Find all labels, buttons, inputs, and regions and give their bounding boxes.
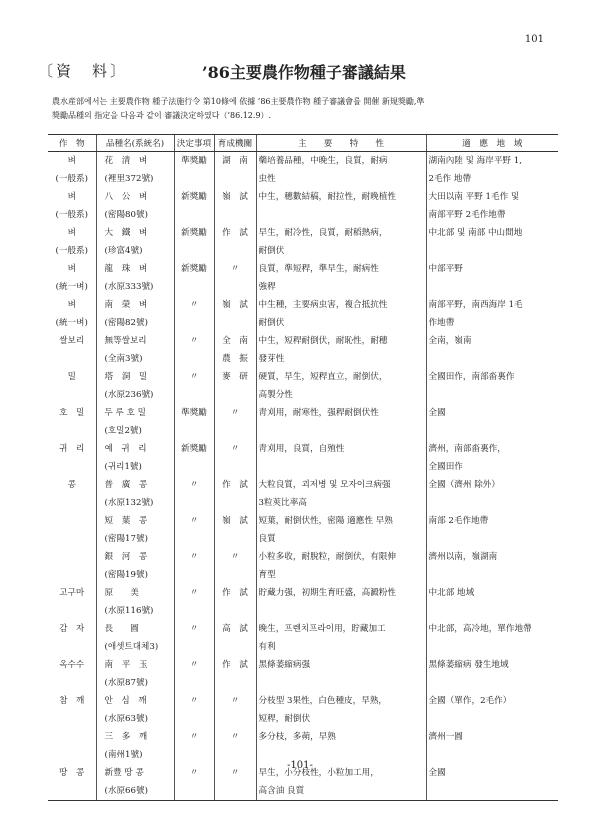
table-row — [48, 512, 558, 530]
decision-cell — [174, 422, 214, 440]
decision-cell — [174, 638, 214, 656]
header-decision: 決定事項 — [174, 135, 214, 152]
characteristics-cell: 晚生，프렌치프라이用，貯藏加工 — [256, 620, 426, 638]
institution-cell: 麥 研 — [214, 368, 256, 386]
characteristics-cell — [256, 674, 426, 692]
decision-cell: 〃 — [174, 512, 214, 530]
variety-cell: 銀 河 콩 — [96, 548, 174, 566]
table-row — [48, 260, 558, 278]
institution-cell — [214, 494, 256, 512]
characteristics-cell: 良質，準短稈，準早生，耐病性 — [256, 260, 426, 278]
variety-cell: (密陽19號) — [96, 566, 174, 584]
variety-cell: 八 公 벼 — [96, 188, 174, 206]
institution-cell — [214, 242, 256, 260]
crop-cell: 감 자 — [59, 624, 85, 634]
page-number: 101 — [524, 34, 544, 45]
variety-cell: 新豊 땅 콩 — [96, 764, 174, 782]
crop-cell — [48, 512, 96, 530]
table-row — [48, 152, 558, 171]
institution-cell — [214, 638, 256, 656]
institution-cell — [214, 674, 256, 692]
institution-cell — [214, 602, 256, 620]
region-cell: 濟州，南部畓裏作， — [426, 440, 558, 458]
institution-cell: 高 試 — [214, 620, 256, 638]
crop-cell — [48, 566, 96, 584]
variety-cell: 長 圓 — [96, 620, 174, 638]
variety-cell: (水原66號) — [96, 782, 174, 801]
region-cell: 中北部 地域 — [426, 584, 558, 602]
decision-cell — [174, 674, 214, 692]
region-cell: 南部平野，南西海岸 1毛 — [426, 296, 558, 314]
table-row — [48, 458, 558, 476]
variety-cell: (水原116號) — [96, 602, 174, 620]
institution-cell: 作 試 — [214, 584, 256, 602]
decision-cell: 新獎勵 — [174, 224, 214, 242]
characteristics-cell — [256, 206, 426, 224]
header-crop: 作 物 — [48, 135, 96, 152]
table-row — [48, 224, 558, 242]
characteristics-cell: 耐倒伏 — [256, 314, 426, 332]
decision-cell: 〃 — [174, 692, 214, 710]
crop-cell — [48, 638, 96, 656]
table-row — [48, 296, 558, 314]
characteristics-cell — [256, 602, 426, 620]
crop-cell — [48, 458, 96, 476]
institution-cell — [214, 206, 256, 224]
institution-cell: 農 振 — [214, 350, 256, 368]
characteristics-cell: 中生，短稈耐倒伏，耐恥性，耐穗 — [256, 332, 426, 350]
decision-cell: 準獎勵 — [174, 152, 214, 171]
decision-cell — [174, 278, 214, 296]
header-characteristics: 主 要 特 性 — [256, 135, 426, 152]
institution-cell: 〃 — [214, 692, 256, 710]
crop-cell: 콩 — [67, 480, 76, 490]
crop-cell — [48, 530, 96, 548]
crop-cell — [48, 350, 96, 368]
table-row — [48, 530, 558, 548]
region-cell: 全國（濟州 除外） — [426, 476, 558, 494]
table-header-row — [48, 135, 558, 152]
variety-cell: 原 美 — [96, 584, 174, 602]
variety-cell: 안 심 깨 — [96, 692, 174, 710]
table-row — [48, 656, 558, 674]
variety-cell: 南 平 玉 — [96, 656, 174, 674]
decision-cell — [174, 206, 214, 224]
institution-cell: 湖 南 — [214, 152, 256, 171]
variety-cell: 花 清 벼 — [96, 152, 174, 171]
table-row — [48, 548, 558, 566]
decision-cell — [174, 386, 214, 404]
region-cell — [426, 602, 558, 620]
crop-cell: 벼 — [67, 228, 76, 238]
variety-cell: 예 귀 리 — [96, 440, 174, 458]
crop-cell — [48, 422, 96, 440]
table-row — [48, 404, 558, 422]
intro-line: 獎勵品種의 指定을 다음과 같이 審議決定하였다（’86.12.9）. — [52, 111, 272, 120]
decision-cell — [174, 242, 214, 260]
crop-cell: (統一벼) — [55, 318, 88, 328]
crop-cell: (一般系) — [55, 246, 88, 256]
region-cell — [426, 422, 558, 440]
variety-cell: (水原87號) — [96, 674, 174, 692]
decision-cell: 新獎勵 — [174, 188, 214, 206]
institution-cell: 〃 — [214, 728, 256, 746]
variety-cell: 無等쌀보리 — [96, 332, 174, 350]
region-cell: 作地帶 — [426, 314, 558, 332]
region-cell: 全國（單作，2毛作） — [426, 692, 558, 710]
crop-cell: 벼 — [67, 192, 76, 202]
table-row — [48, 602, 558, 620]
title-row — [38, 60, 560, 84]
region-cell: 全國田作，南部畓裏作 — [426, 368, 558, 386]
region-cell — [426, 494, 558, 512]
decision-cell — [174, 710, 214, 728]
institution-cell: 作 試 — [214, 476, 256, 494]
institution-cell: 嶺 試 — [214, 296, 256, 314]
table-row — [48, 476, 558, 494]
page-footer: -101- — [287, 760, 313, 771]
variety-cell: (密陽17號) — [96, 530, 174, 548]
table-body — [48, 152, 558, 801]
decision-cell: 〃 — [174, 656, 214, 674]
decision-cell — [174, 566, 214, 584]
decision-cell: 〃 — [174, 764, 214, 782]
decision-cell — [174, 314, 214, 332]
region-cell: 黑條萎縮病 發生地域 — [426, 656, 558, 674]
characteristics-cell: 大粒良質，괴저병 및 모자이크病强 — [256, 476, 426, 494]
intro-paragraph — [52, 95, 560, 123]
variety-cell: 普 廣 콩 — [96, 476, 174, 494]
characteristics-cell: 分枝型 3果性，白色種皮，早熟， — [256, 692, 426, 710]
decision-cell: 〃 — [174, 548, 214, 566]
table-row — [48, 368, 558, 386]
characteristics-cell — [256, 422, 426, 440]
header-region: 適 應 地 域 — [426, 135, 558, 152]
region-cell — [426, 782, 558, 801]
decision-cell: 準獎勵 — [174, 404, 214, 422]
crop-cell: 벼 — [67, 264, 76, 274]
decision-cell — [174, 530, 214, 548]
variety-cell: (귀리1號) — [96, 458, 174, 476]
characteristics-cell: 短稈，耐倒伏 — [256, 710, 426, 728]
table-row — [48, 638, 558, 656]
results-table — [48, 134, 558, 801]
crop-cell: 쌀보리 — [59, 336, 85, 346]
table-row — [48, 782, 558, 801]
intro-line: 農水産部에서는 主要農作物 種子法施行令 第10條에 依據 ’86主要農作物 種子審議會를 開催 新規獎勵,準 — [52, 97, 425, 106]
variety-cell: 塔 洞 밀 — [96, 368, 174, 386]
variety-cell: (全南3號) — [96, 350, 174, 368]
characteristics-cell: 靑刈用，良質，自殖性 — [256, 440, 426, 458]
region-cell — [426, 278, 558, 296]
institution-cell: 作 試 — [214, 656, 256, 674]
characteristics-cell: 小粒多收，耐脫粒，耐倒伏，有限伸 — [256, 548, 426, 566]
crop-cell: 고구마 — [59, 588, 85, 598]
crop-cell — [48, 782, 96, 801]
variety-cell: (水原236號) — [96, 386, 174, 404]
table-row — [48, 206, 558, 224]
variety-cell: 三 多 깨 — [96, 728, 174, 746]
region-cell: 全國 — [426, 764, 558, 782]
table-row — [48, 188, 558, 206]
variety-cell: (南州1號) — [96, 746, 174, 764]
crop-cell — [48, 602, 96, 620]
characteristics-cell: 育型 — [256, 566, 426, 584]
table-row — [48, 728, 558, 746]
institution-cell — [214, 710, 256, 728]
region-cell — [426, 710, 558, 728]
region-cell — [426, 674, 558, 692]
variety-cell: (珍富4號) — [96, 242, 174, 260]
table-row — [48, 242, 558, 260]
region-cell: 濟州以南，嶺湖南 — [426, 548, 558, 566]
table-row — [48, 386, 558, 404]
institution-cell: 全 南 — [214, 332, 256, 350]
crop-cell: 벼 — [67, 300, 76, 310]
characteristics-cell: 高製分性 — [256, 386, 426, 404]
crop-cell — [48, 728, 96, 746]
decision-cell — [174, 602, 214, 620]
variety-cell: 龍 珠 벼 — [96, 260, 174, 278]
institution-cell: 〃 — [214, 440, 256, 458]
characteristics-cell: 高含油 良質 — [256, 782, 426, 801]
characteristics-cell: 硬質，早生，短稈直立，耐倒伏， — [256, 368, 426, 386]
decision-cell: 〃 — [174, 332, 214, 350]
variety-cell: 두 루 호 밀 — [96, 404, 174, 422]
institution-cell: 〃 — [214, 404, 256, 422]
characteristics-cell: 早生，耐冷性，良質，耐稻熱病， — [256, 224, 426, 242]
decision-cell: 〃 — [174, 476, 214, 494]
crop-cell: 참 깨 — [59, 696, 85, 706]
characteristics-cell: 中生種，主要病虫害，複合抵抗性 — [256, 296, 426, 314]
region-cell: 中北部，高冷地，單作地帶 — [426, 620, 558, 638]
decision-cell — [174, 170, 214, 188]
institution-cell — [214, 386, 256, 404]
institution-cell: 〃 — [214, 764, 256, 782]
header-institution: 育成機關 — [214, 135, 256, 152]
region-cell: 大田以南 平野 1毛作 및 — [426, 188, 558, 206]
table-row — [48, 422, 558, 440]
region-cell: 南部 2毛作地帶 — [426, 512, 558, 530]
crop-cell: 땅 콩 — [59, 768, 85, 778]
institution-cell — [214, 530, 256, 548]
table-row — [48, 566, 558, 584]
region-cell: 全南，嶺南 — [426, 332, 558, 350]
characteristics-cell: 藥培養品種，中晚生，良質，耐病 — [256, 152, 426, 171]
crop-cell: (一般系) — [55, 210, 88, 220]
decision-cell: 〃 — [174, 620, 214, 638]
table-row — [48, 620, 558, 638]
table-row — [48, 674, 558, 692]
region-cell — [426, 638, 558, 656]
variety-cell: (水原132號) — [96, 494, 174, 512]
table-row — [48, 440, 558, 458]
institution-cell — [214, 314, 256, 332]
decision-cell: 〃 — [174, 368, 214, 386]
region-cell: 南部平野 2毛作地帶 — [426, 206, 558, 224]
variety-cell: 大 鐵 벼 — [96, 224, 174, 242]
crop-cell: 호 밀 — [59, 408, 85, 418]
characteristics-cell: 虫性 — [256, 170, 426, 188]
characteristics-cell: 早生，小分枝性，小粒加工用， — [256, 764, 426, 782]
table-row — [48, 710, 558, 728]
section-label: 〔資 料〕 — [38, 62, 129, 80]
table-row — [48, 494, 558, 512]
table-row — [48, 314, 558, 332]
institution-cell: 嶺 試 — [214, 188, 256, 206]
decision-cell: 新獎勵 — [174, 440, 214, 458]
region-cell: 中北部 및 南部 中山間地 — [426, 224, 558, 242]
characteristics-cell: 有利 — [256, 638, 426, 656]
institution-cell — [214, 566, 256, 584]
table-row — [48, 278, 558, 296]
characteristics-cell: 靑刈用，耐寒性，强稈耐倒伏性 — [256, 404, 426, 422]
crop-cell: 밀 — [67, 372, 76, 382]
region-cell — [426, 386, 558, 404]
institution-cell — [214, 782, 256, 801]
variety-cell: (裡里372號) — [96, 170, 174, 188]
region-cell — [426, 350, 558, 368]
table-row — [48, 584, 558, 602]
region-cell: 全國田作 — [426, 458, 558, 476]
region-cell: 中部平野 — [426, 260, 558, 278]
variety-cell: (호밀2號) — [96, 422, 174, 440]
decision-cell — [174, 494, 214, 512]
crop-cell — [48, 674, 96, 692]
variety-cell: (密陽82號) — [96, 314, 174, 332]
crop-cell: 옥수수 — [59, 660, 85, 670]
variety-cell: 短 葉 콩 — [96, 512, 174, 530]
characteristics-cell: 耐倒伏 — [256, 242, 426, 260]
crop-cell — [48, 386, 96, 404]
characteristics-cell: 3粒莢比率高 — [256, 494, 426, 512]
table-row — [48, 170, 558, 188]
table-row — [48, 332, 558, 350]
decision-cell: 〃 — [174, 296, 214, 314]
characteristics-cell: 發芽性 — [256, 350, 426, 368]
decision-cell — [174, 350, 214, 368]
institution-cell — [214, 170, 256, 188]
characteristics-cell: 短葉，耐倒伏性，密陽 適應性 早熟 — [256, 512, 426, 530]
variety-cell: 南 榮 벼 — [96, 296, 174, 314]
variety-cell: (密陽80號) — [96, 206, 174, 224]
region-cell: 全國 — [426, 404, 558, 422]
institution-cell: 〃 — [214, 548, 256, 566]
institution-cell — [214, 458, 256, 476]
characteristics-cell — [256, 458, 426, 476]
crop-cell — [48, 548, 96, 566]
region-cell: 2毛作 地帶 — [426, 170, 558, 188]
decision-cell — [174, 782, 214, 801]
decision-cell: 〃 — [174, 584, 214, 602]
variety-cell: (水原333號) — [96, 278, 174, 296]
decision-cell — [174, 458, 214, 476]
region-cell — [426, 566, 558, 584]
institution-cell — [214, 278, 256, 296]
characteristics-cell: 黑條萎縮病强 — [256, 656, 426, 674]
region-cell: 濟州一圓 — [426, 728, 558, 746]
institution-cell: 〃 — [214, 260, 256, 278]
decision-cell: 〃 — [174, 728, 214, 746]
variety-cell: (水原63號) — [96, 710, 174, 728]
region-cell — [426, 242, 558, 260]
crop-cell: (統一벼) — [55, 282, 88, 292]
decision-cell: 新獎勵 — [174, 260, 214, 278]
region-cell: 湖南內陸 및 海岸平野 1, — [426, 152, 558, 171]
region-cell — [426, 530, 558, 548]
crop-cell: 벼 — [67, 156, 76, 166]
table-row — [48, 692, 558, 710]
characteristics-cell: 多分枝，多蒴，早熟 — [256, 728, 426, 746]
crop-cell: (一般系) — [55, 174, 88, 184]
header-variety: 品種名(系統名) — [96, 135, 174, 152]
characteristics-cell: 中生，穗數結稿，耐拉性，耐晚植性 — [256, 188, 426, 206]
table-row — [48, 350, 558, 368]
crop-cell — [48, 494, 96, 512]
characteristics-cell: 貯藏力强，初期生育旺盛，高澱粉性 — [256, 584, 426, 602]
variety-cell: (애셋트대체3) — [96, 638, 174, 656]
crop-cell — [48, 710, 96, 728]
document-title: ’86主要農作物種子審議結果 — [202, 63, 406, 82]
characteristics-cell: 強稈 — [256, 278, 426, 296]
institution-cell — [214, 422, 256, 440]
institution-cell: 嶺 試 — [214, 512, 256, 530]
characteristics-cell: 良質 — [256, 530, 426, 548]
institution-cell: 作 試 — [214, 224, 256, 242]
crop-cell: 귀 리 — [59, 444, 85, 454]
